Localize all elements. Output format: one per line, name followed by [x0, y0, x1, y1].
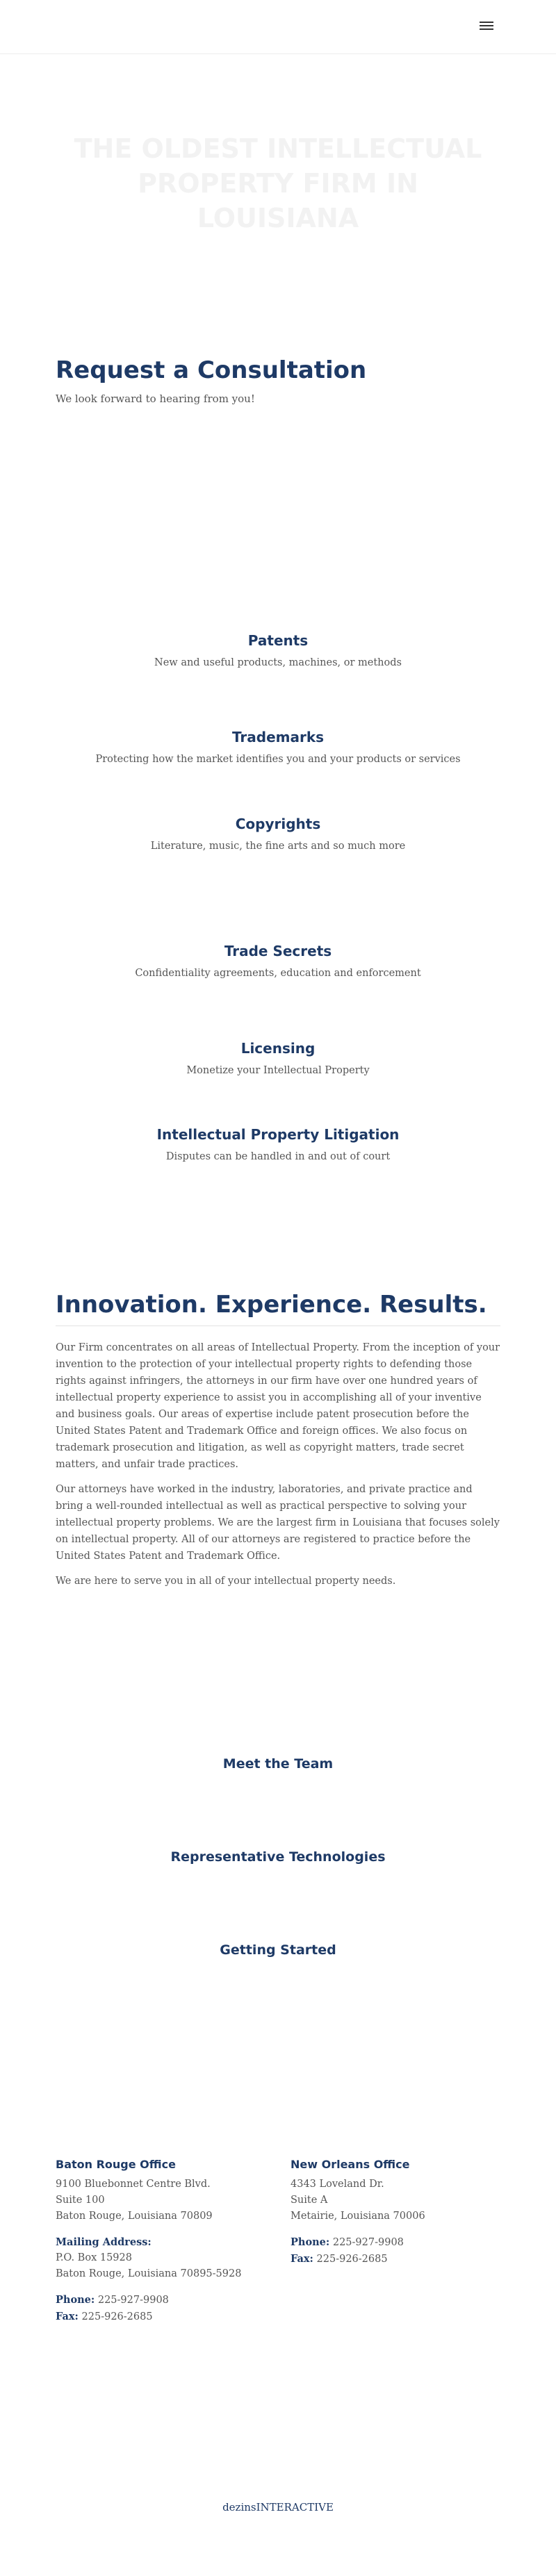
representative-technologies-link[interactable]: Representative Technologies	[170, 1849, 386, 1865]
address-line: 9100 Bluebonnet Centre Blvd.	[56, 2179, 211, 2190]
office-name: Baton Rouge Office	[56, 2158, 176, 2171]
getting-started-link[interactable]: Getting Started	[220, 1942, 336, 1958]
service-description: Confidentiality agreements, education and enforcement	[135, 968, 421, 979]
site-header	[0, 0, 556, 54]
consultation-subtitle: We look forward to hearing from you!	[56, 393, 255, 405]
service-trade-secrets[interactable]	[28, 943, 528, 979]
address-line: Metairie, Louisiana 70006	[291, 2211, 425, 2222]
address-line: Baton Rouge, Louisiana 70809	[56, 2211, 213, 2222]
hero-title: THE OLDEST INTELLECTUAL PROPERTY FIRM IN LOUISIANA	[74, 133, 482, 233]
mailing-address-label: Mailing Address:	[56, 2236, 152, 2248]
service-description: New and useful products, machines, or methods	[154, 657, 402, 668]
fax-number: 225-926-2685	[81, 2311, 153, 2322]
fax-label: Fax:	[291, 2253, 313, 2265]
fax-row	[56, 2309, 241, 2325]
innovation-paragraph: We are here to serve you in all of your intellectual property needs.	[56, 1576, 396, 1587]
address-line: Suite A	[291, 2195, 328, 2206]
fax-label: Fax:	[56, 2311, 79, 2322]
service-title: Licensing	[240, 1040, 316, 1057]
service-title: Patents	[247, 632, 309, 649]
hero-banner	[0, 55, 556, 326]
new-orleans-office	[291, 2156, 425, 2268]
service-description: Monetize your Intellectual Property	[186, 1065, 370, 1076]
service-trademarks[interactable]	[28, 729, 528, 765]
service-title: Trade Secrets	[224, 943, 332, 959]
fax-number: 225-926-2685	[316, 2254, 388, 2265]
service-description: Literature, music, the fine arts and so much more	[150, 841, 406, 852]
service-title: Trademarks	[231, 729, 325, 745]
service-patents[interactable]	[28, 632, 528, 668]
mailing-line: P.O. Box 15928	[56, 2252, 132, 2263]
service-copyrights[interactable]	[28, 816, 528, 852]
phone-number[interactable]: 225-927-9908	[97, 2295, 169, 2306]
fax-row	[291, 2251, 425, 2268]
service-description: Protecting how the market identifies you and your products or services	[95, 754, 461, 765]
phone-label: Phone:	[291, 2236, 330, 2248]
footer-credit-link[interactable]: dezinsINTERACTIVE	[222, 2501, 334, 2513]
innovation-title: Innovation. Experience. Results.	[56, 1291, 487, 1319]
innovation-body	[56, 1339, 500, 1598]
consultation-title: Request a Consultation	[56, 356, 367, 384]
phone-row	[291, 2234, 425, 2251]
mailing-line: Baton Rouge, Louisiana 70895-5928	[56, 2268, 242, 2279]
hamburger-menu-icon[interactable]	[480, 19, 495, 32]
service-licensing[interactable]	[28, 1040, 528, 1076]
address-line: 4343 Loveland Dr.	[291, 2179, 384, 2190]
service-title: Copyrights	[235, 816, 321, 832]
office-name: New Orleans Office	[291, 2158, 410, 2171]
baton-rouge-office	[56, 2156, 241, 2325]
phone-label: Phone:	[56, 2294, 95, 2306]
phone-number[interactable]: 225-927-9908	[332, 2237, 404, 2248]
phone-row	[56, 2292, 241, 2309]
service-description: Disputes can be handled in and out of court	[165, 1151, 391, 1162]
address-line: Suite 100	[56, 2195, 105, 2206]
innovation-paragraph: Our attorneys have worked in the industry, laboratories, and private practice and bring a well-rounded intellectual as well as practical perspective to solving your intellectual property problems. We are the largest firm in Louisiana that focuses solely on intellectual property. All of our attorneys are registered to practice before the United States Patent and Trademark Office.	[56, 1484, 500, 1562]
service-litigation[interactable]	[28, 1126, 528, 1162]
service-title: Intellectual Property Litigation	[156, 1126, 400, 1143]
innovation-paragraph: Our Firm concentrates on all areas of Intellectual Property. From the inception of your invention to the protection of your intellectual property rights to defending those rights against infringers, the attorneys in our firm have over one hundred years of intellectual property experience to assist you in accomplishing all of your inventive and business goals. Our areas of expertise include patent prosecution before the United States Patent and Trademark Office and foreign offices. We also focus on trademark prosecution and litigation, as well as copyright matters, trade secret matters, and unfair trade practices.	[56, 1342, 500, 1470]
meet-the-team-link[interactable]: Meet the Team	[222, 1756, 334, 1772]
